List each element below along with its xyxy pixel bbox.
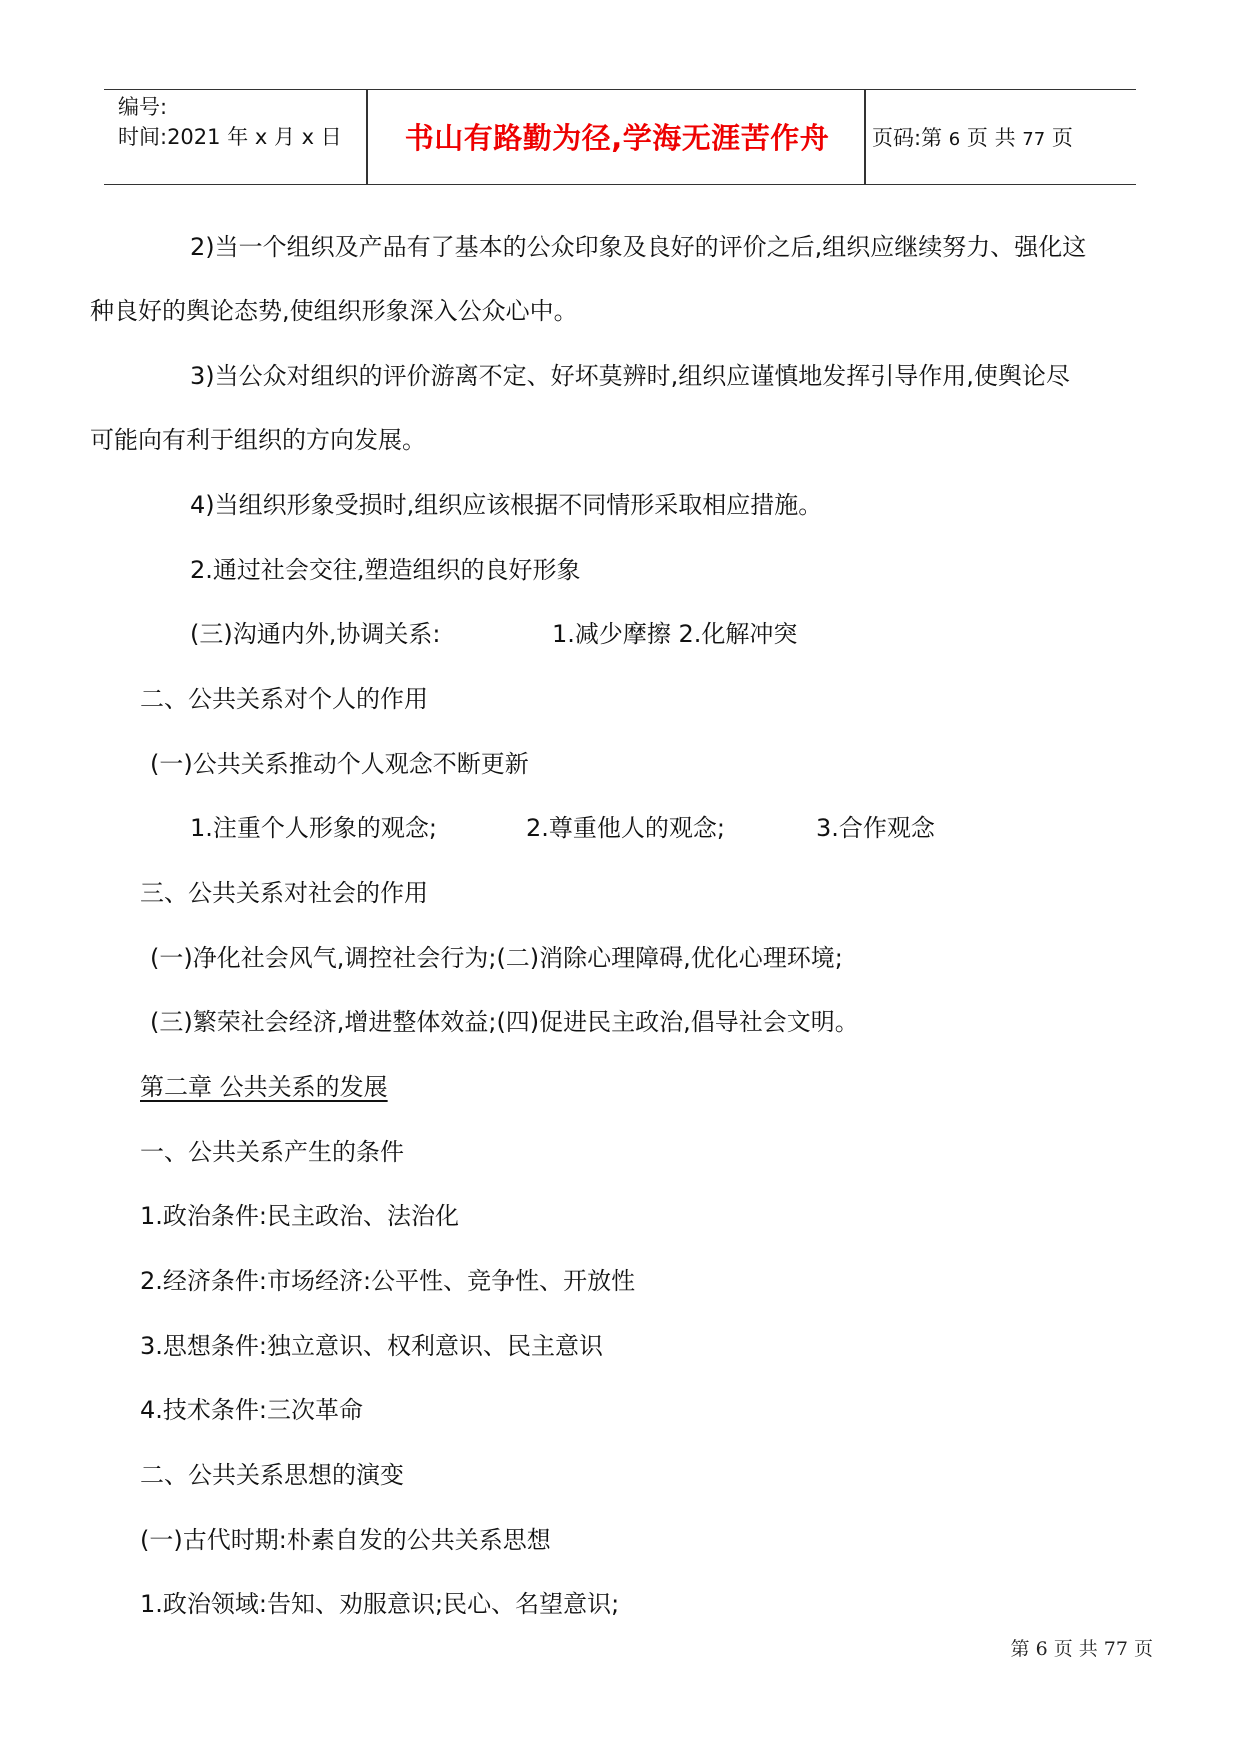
paragraph-line: (三)沟通内外,协调关系: [190,620,441,648]
list-item: 3.思想条件:独立意识、权利意识、民主意识 [140,1332,603,1360]
section-heading: 一、公共关系产生的条件 [140,1138,404,1166]
serial-number-label: 编号: [118,95,168,119]
subsection-heading: (一)古代时期:朴素自发的公共关系思想 [140,1526,551,1554]
list-item: 4.技术条件:三次革命 [140,1396,363,1424]
paragraph-line: 2.通过社会交往,塑造组织的良好形象 [190,556,581,584]
list-item: 1.政治领域:告知、劝服意识;民心、名望意识; [140,1590,620,1618]
paragraph-line: 2)当一个组织及产品有了基本的公众印象及良好的评价之后,组织应继续努力、强化这 [190,233,1087,261]
section-heading: 二、公共关系对个人的作用 [140,685,428,713]
list-item: 3.合作观念 [816,814,935,842]
page-number: 6 [948,129,961,150]
header-divider-right [864,90,866,184]
section-heading: 三、公共关系对社会的作用 [140,879,428,907]
paragraph-line: (一)净化社会风气,调控社会行为;(二)消除心理障碍,优化心理环境; [150,944,843,972]
paragraph-line: 1.减少摩擦 2.化解冲突 [552,620,798,648]
paragraph-line: 种良好的舆论态势,使组织形象深入公众心中。 [90,297,578,325]
page-header [104,89,1136,185]
date-label: 时间:2021 年 x 月 x 日 [118,125,342,149]
page-suffix: 页 [1051,126,1073,150]
header-motto: 书山有路勤为径,学海无涯苦作舟 [404,121,830,155]
header-meta [118,92,342,152]
paragraph-line: 可能向有利于组织的方向发展。 [90,426,426,454]
list-item: 2.尊重他人的观念; [526,814,725,842]
page-mid: 页 共 [966,126,1016,150]
subsection-heading: (一)公共关系推动个人观念不断更新 [150,750,529,778]
section-heading: 二、公共关系思想的演变 [140,1461,404,1489]
chapter-heading: 第二章 公共关系的发展 [140,1073,388,1101]
list-item: 2.经济条件:市场经济:公平性、竞争性、开放性 [140,1267,636,1295]
page-footer: 第 6 页 共 77 页 [1010,1638,1153,1660]
paragraph-line: (三)繁荣社会经济,增进整体效益;(四)促进民主政治,倡导社会文明。 [150,1008,859,1036]
header-page-info [872,122,1073,152]
list-item: 1.政治条件:民主政治、法治化 [140,1202,459,1230]
page-total: 77 [1022,129,1046,150]
paragraph-line: 3)当公众对组织的评价游离不定、好坏莫辨时,组织应谨慎地发挥引导作用,使舆论尽 [190,362,1070,390]
list-item: 1.注重个人形象的观念; [190,814,437,842]
page-prefix: 页码:第 [872,126,943,150]
header-divider-left [366,90,368,184]
paragraph-line: 4)当组织形象受损时,组织应该根据不同情形采取相应措施。 [190,491,823,519]
